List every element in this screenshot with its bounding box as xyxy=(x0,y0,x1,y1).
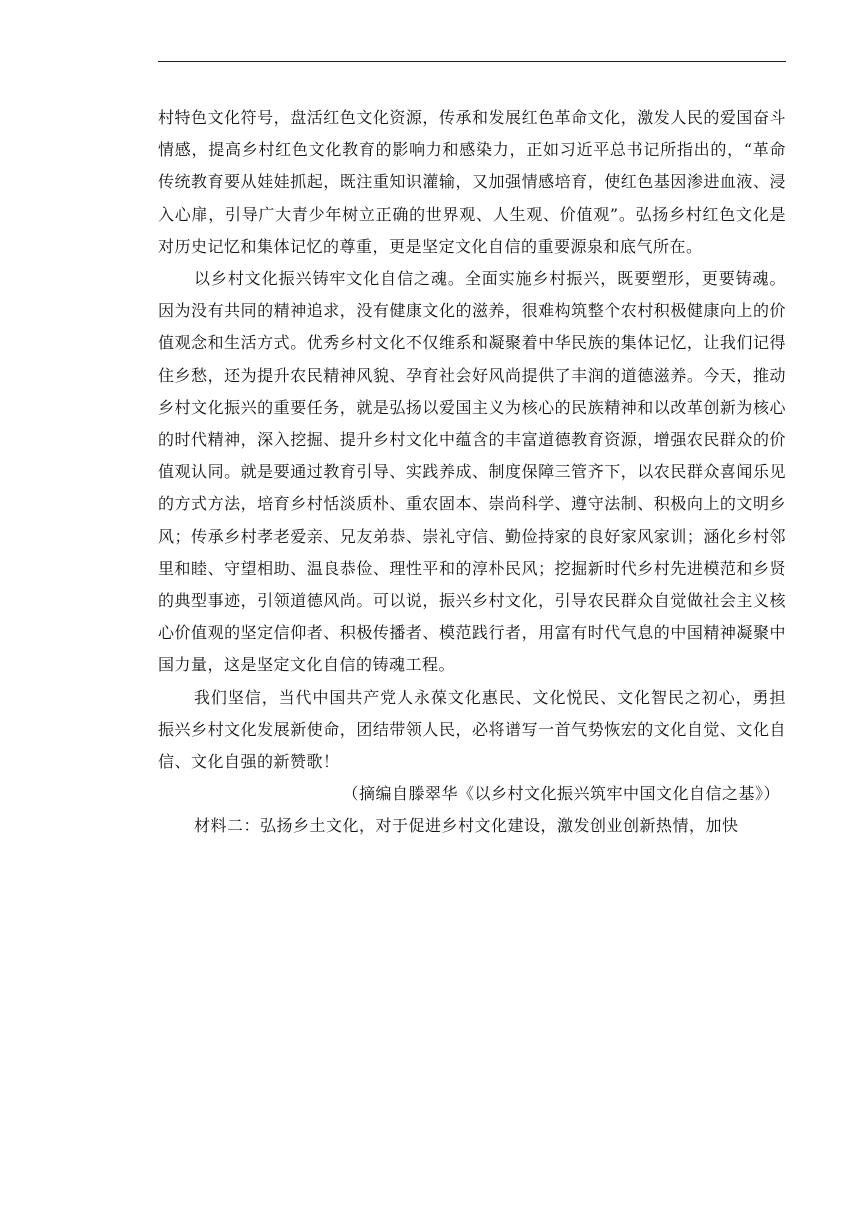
document-body xyxy=(158,102,786,843)
paragraph-conclusion: 我们坚信，当代中国共产党人永葆文化惠民、文化悦民、文化智民之初心，勇担振兴乡村文化发展新使命，团结带领人民，必将谱写一首气势恢宏的文化自觉、文化自信、文化自强的新赞歌！ xyxy=(158,687,786,772)
paragraph-material-two: 材料二：弘扬乡土文化，对于促进乡村文化建设，激发创业创新热情，加快 xyxy=(194,816,739,836)
paragraph-cultural-revitalization: 以乡村文化振兴铸牢文化自信之魂。全面实施乡村振兴，既要塑形，更要铸魂。因为没有共同的精神追求，没有健康文化的滋养，很难构筑整个农村积极健康向上的价值观念和生活方式。优秀乡村文化不仅维系和凝聚着中华民族的集体记忆，让我们记得住乡愁，还为提升农民精神风貌、孕育社会好风尚提供了丰润的道德滋养。今天，推动乡村文化振兴的重要任务，就是弘扬以爱国主义为核心的民族精神和以改革创新为核心的时代精神，深入挖掘、提升乡村文化中蕴含的丰富道德教育资源，增强农民群众的价值观认同。就是要通过教育引导、实践养成、制度保障三管齐下，以农民群众喜闻乐见的方式方法，培育乡村恬淡质朴、重农固本、崇尚科学、遵守法制、积极向上的文明乡风；传承乡村孝老爱亲、兄友弟恭、崇礼守信、勤俭持家的良好家风家训；涵化乡村邻里和睦、守望相助、温良恭俭、理性平和的淳朴民风；挖掘新时代乡村先进模范和乡贤的典型事迹，引领道德风尚。可以说，振兴乡村文化，引导农民群众自觉做社会主义核心价值观的坚定信仰者、积极传播者、模范践行者，用富有时代气息的中国精神凝聚中国力量，这是坚定文化自信的铸魂工程。 xyxy=(158,269,786,675)
source-citation: （摘编自滕翠华《以乡村文化振兴筑牢中国文化自信之基》） xyxy=(342,784,780,804)
paragraph-red-culture: 村特色文化符号，盘活红色文化资源，传承和发展红色革命文化，激发人民的爱国奋斗情感，提高乡村红色文化教育的影响力和感染力，正如习近平总书记所指出的，“革命传统教育要从娃娃抓起，既注重知识灌输，又加强情感培育，使红色基因渗进血液、浸入心扉，引导广大青少年树立正确的世界观、人生观、价值观”。弘扬乡村红色文化是对历史记忆和集体记忆的尊重，更是坚定文化自信的重要源泉和底气所在。 xyxy=(158,108,786,256)
header-rule xyxy=(158,61,786,62)
